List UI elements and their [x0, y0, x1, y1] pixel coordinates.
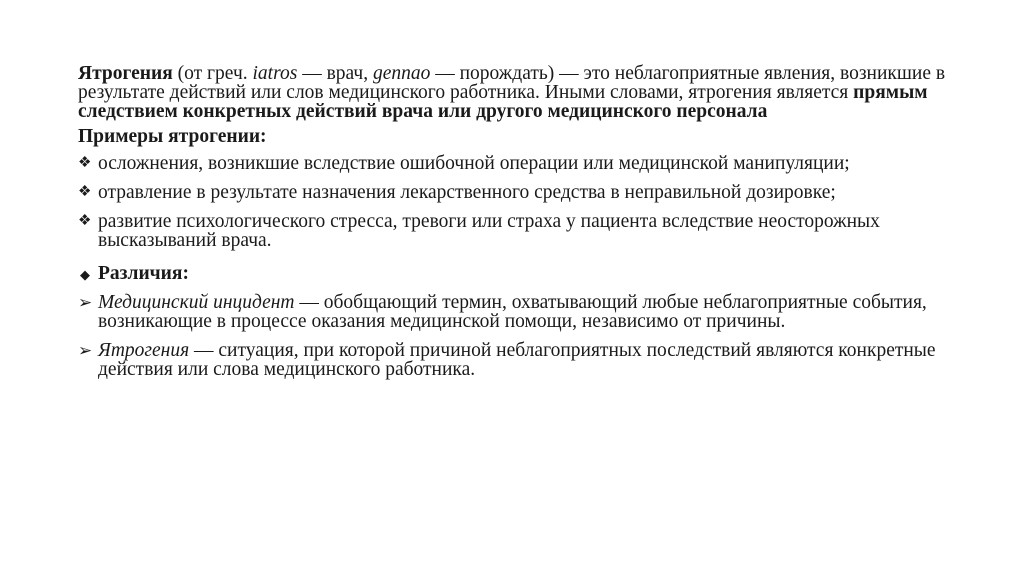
difference-term: Медицинский инцидент — [98, 292, 295, 313]
difference-item — [78, 341, 958, 379]
diamond-filled-icon: ◆ — [80, 267, 90, 282]
term-iatrogeny: Ятрогения — [78, 63, 173, 84]
example-text: осложнения, возникшие вследствие ошибочной операции или медицинской манипуляции; — [98, 153, 850, 174]
definition-paragraph — [78, 64, 958, 121]
word-gennao: gennao — [372, 63, 431, 84]
differences-heading — [78, 264, 958, 283]
example-text: отравление в результате назначения лекарственного средства в неправильной дозировке; — [98, 182, 836, 203]
example-item — [78, 183, 958, 202]
difference-text: — ситуация, при которой причиной неблагоприятных последствий являются конкретные действия или слова медицинского работника. — [98, 340, 936, 380]
word-iatros: iatros — [252, 63, 298, 84]
slide-content — [78, 64, 958, 385]
example-item — [78, 154, 958, 173]
definition-text-2: — врач, — [297, 63, 373, 84]
example-item — [78, 212, 958, 250]
differences-heading-text: Различия: — [98, 263, 189, 284]
diamond-bullet-icon: ❖ — [78, 155, 92, 171]
definition-text-3: — порождать) — это неблагоприятные явления, возникшие в результате действий или слов медицинского работника. Иными словами, ятрогения является — [78, 63, 946, 103]
definition-bold-tail: прямым следствием конкретных действий врача или другого медицинского персонала — [78, 82, 928, 122]
difference-text: — обобщающий термин, охватывающий любые неблагоприятные события, возникающие в процессе оказания медицинской помощи, независимо от причины. — [98, 292, 927, 332]
difference-item — [78, 293, 958, 331]
definition-text-1: (от греч. — [172, 63, 253, 84]
arrow-bullet-icon: ➢ — [78, 341, 93, 360]
difference-term: Ятрогения — [98, 340, 190, 361]
diamond-bullet-icon: ❖ — [78, 184, 92, 200]
arrow-bullet-icon: ➢ — [78, 293, 93, 312]
diamond-bullet-icon: ❖ — [78, 213, 92, 229]
examples-heading: Примеры ятрогении: — [78, 126, 267, 147]
example-text: развитие психологического стресса, тревоги или страха у пациента вследствие неосторожных высказываний врача. — [98, 211, 880, 251]
